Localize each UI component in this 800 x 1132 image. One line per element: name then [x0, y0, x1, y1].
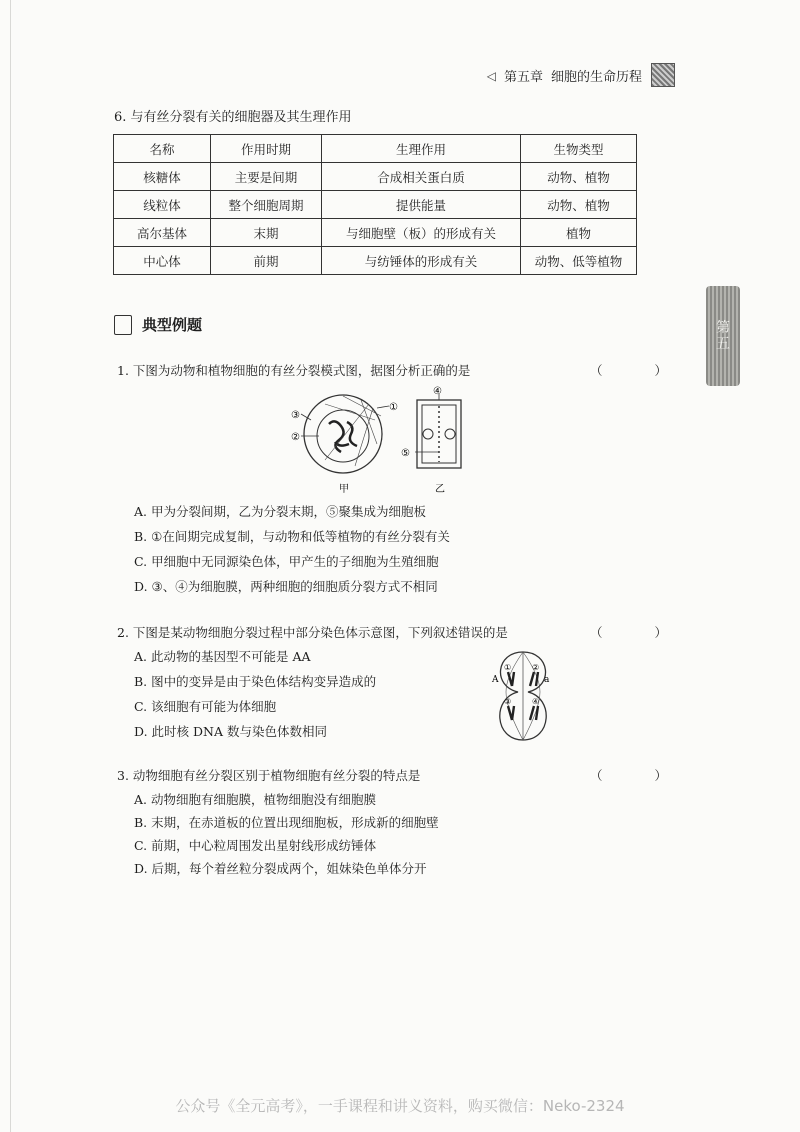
table-cell: 动物、低等植物 [521, 247, 637, 275]
table-row [114, 247, 637, 275]
question-number: 2. [117, 625, 129, 640]
table-row [114, 191, 637, 219]
option-a: A. 甲为分裂间期，乙为分裂末期，⑤聚集成为细胞板 [134, 504, 426, 519]
option-c: C. 前期，中心粒周围发出星射线形成纺锤体 [134, 838, 377, 853]
table-cell: 动物、植物 [521, 191, 637, 219]
chapter-side-tab [706, 286, 740, 386]
option-d: D. 后期，每个着丝粒分裂成两个，姐妹染色单体分开 [134, 861, 427, 876]
figure-mark: ③ [504, 697, 512, 706]
page-edge [10, 0, 11, 1132]
table-row [114, 163, 637, 191]
table-cell: 植物 [521, 219, 637, 247]
header-marker: ◁ [486, 68, 496, 83]
table-cell: 主要是间期 [211, 163, 322, 191]
table-cell: 核糖体 [114, 163, 211, 191]
organelle-table [113, 134, 637, 275]
chapter-number: 第五章 [503, 70, 543, 85]
side-tab-char: 五 [716, 336, 730, 352]
table-cell: 中心体 [114, 247, 211, 275]
question-3 [117, 766, 420, 784]
option-c: C. 甲细胞中无同源染色体，甲产生的子细胞为生殖细胞 [134, 554, 439, 569]
column-header: 名称 [114, 135, 211, 163]
option-b: B. 图中的变异是由于染色体结构变异造成的 [134, 674, 377, 689]
table-row [114, 219, 637, 247]
table-cell: 动物、植物 [521, 163, 637, 191]
option-a: A. 此动物的基因型不可能是 AA [134, 649, 311, 664]
table-cell: 整个细胞周期 [211, 191, 322, 219]
column-header: 生物类型 [521, 135, 637, 163]
footer-watermark: 公众号《全元高考》，一手课程和讲义资料，购买微信：Neko-2324 [175, 1097, 625, 1115]
table-cell: 前期 [211, 247, 322, 275]
question-number: 3. [117, 768, 129, 783]
figure-mark: ④ [532, 697, 540, 706]
answer-bracket: （ ） [590, 768, 691, 783]
question-1 [117, 361, 470, 379]
figure-mark: ① [504, 663, 512, 672]
option-b: B. 末期，在赤道板的位置出现细胞板，形成新的细胞壁 [134, 815, 439, 830]
figure-mark: ⑤ [401, 448, 410, 459]
table-cell: 末期 [211, 219, 322, 247]
examples-heading [114, 314, 202, 335]
gene-label: A [492, 675, 499, 685]
option-b: B. ①在间期完成复制，与动物和低等植物的有丝分裂有关 [134, 529, 450, 544]
column-header: 生理作用 [322, 135, 521, 163]
figure-mark: ③ [291, 410, 300, 421]
option-d: D. 此时核 DNA 数与染色体数相同 [134, 724, 327, 739]
notepad-icon [114, 315, 132, 335]
table-cell: 合成相关蛋白质 [322, 163, 521, 191]
animal-cell-diagram [301, 395, 389, 473]
option-a: A. 动物细胞有细胞膜，植物细胞没有细胞膜 [134, 792, 376, 807]
table-header-row [114, 135, 637, 163]
option-d: D. ③、④为细胞膜，两种细胞的细胞质分裂方式不相同 [134, 579, 438, 594]
question-text: 下图为动物和植物细胞的有丝分裂模式图，据图分析正确的是 [132, 363, 471, 378]
table-cell: 提供能量 [322, 191, 521, 219]
figure-mark: ① [389, 402, 398, 413]
answer-bracket: （ ） [590, 363, 691, 378]
figure-mark: ④ [433, 386, 442, 397]
section-title: 6. 与有丝分裂有关的细胞器及其生理作用 [114, 110, 352, 125]
question-number: 1. [117, 363, 129, 378]
column-header: 作用时期 [211, 135, 322, 163]
chromosome-figure-2 [488, 646, 558, 746]
question-2 [117, 623, 508, 641]
figure-mark: ② [532, 663, 540, 672]
question-text: 下图是某动物细胞分裂过程中部分染色体示意图，下列叙述错误的是 [132, 625, 508, 640]
figure-mark: ② [291, 432, 300, 443]
table-cell: 高尔基体 [114, 219, 211, 247]
running-header [487, 66, 642, 85]
examples-title: 典型例题 [142, 316, 203, 334]
plant-cell-diagram [415, 394, 461, 468]
gene-label: a [544, 675, 550, 685]
option-c: C. 该细胞有可能为体细胞 [134, 699, 277, 714]
table-cell: 线粒体 [114, 191, 211, 219]
table-cell: 与纺锤体的形成有关 [322, 247, 521, 275]
question-text: 动物细胞有丝分裂区别于植物细胞有丝分裂的特点是 [132, 768, 421, 783]
qr-code-icon [651, 63, 675, 87]
figure-label-jia: 甲 [339, 484, 349, 495]
answer-bracket: （ ） [590, 625, 691, 640]
mitosis-figure-1 [285, 384, 485, 496]
figure-label-yi: 乙 [435, 484, 445, 495]
side-tab-char: 第 [716, 320, 730, 336]
table-cell: 与细胞壁（板）的形成有关 [322, 219, 521, 247]
chapter-title: 细胞的生命历程 [550, 70, 642, 85]
